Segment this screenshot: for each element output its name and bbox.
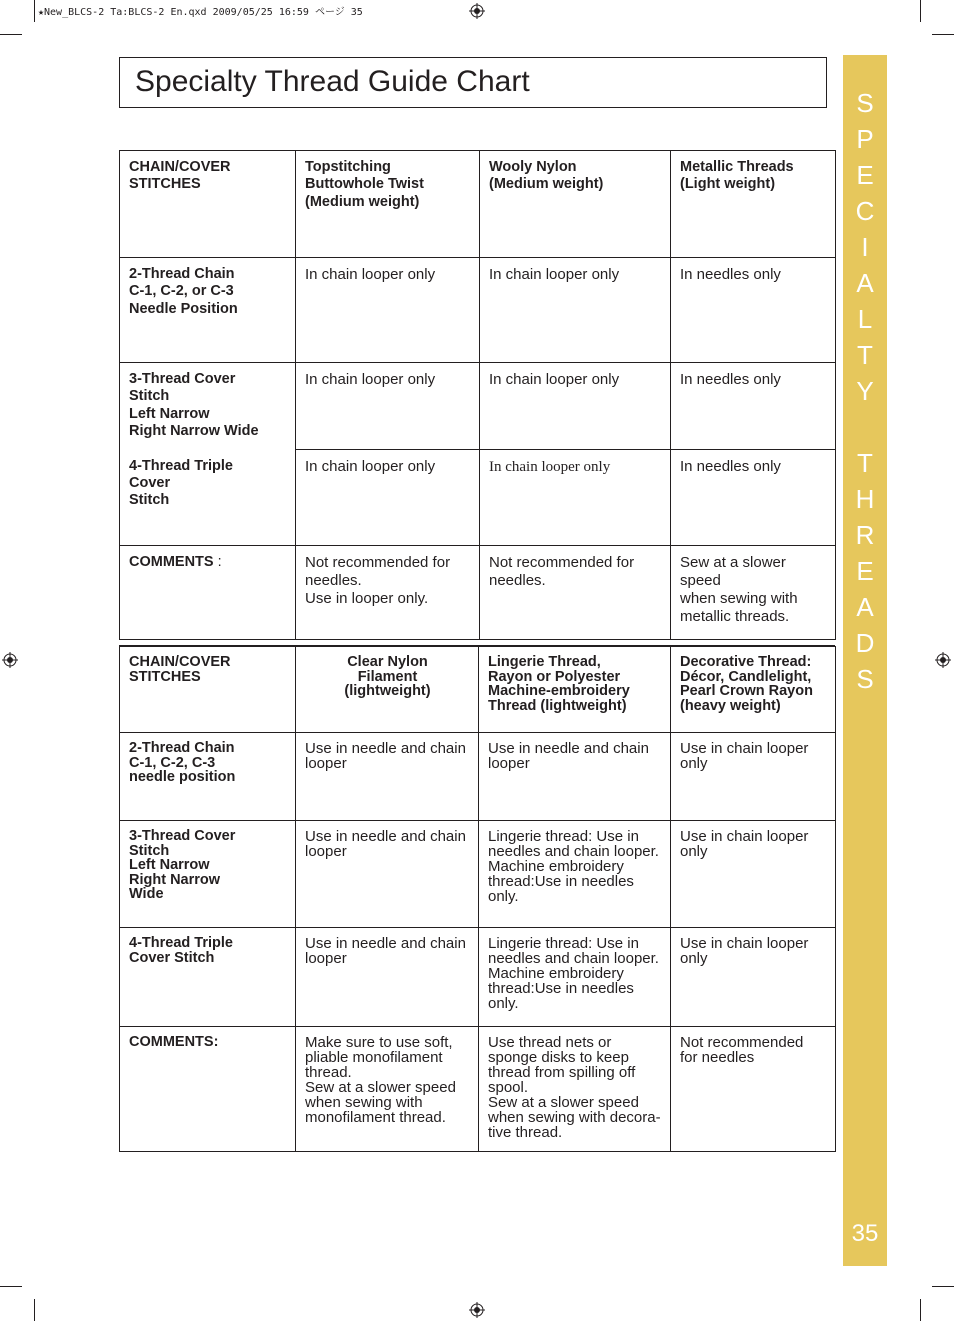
table-cell: In needles only xyxy=(671,450,836,546)
page-number: 35 xyxy=(851,1220,879,1247)
comments-colon: : xyxy=(213,554,222,570)
crop-mark xyxy=(0,34,22,35)
side-tab-letter: H xyxy=(855,484,875,514)
header-cell: Metallic Threads (Light weight) xyxy=(671,151,836,258)
registration-mark-icon xyxy=(469,3,485,19)
comment-cell: Sew at a slower speed when sewing with metallic threads. xyxy=(671,546,836,640)
row-label: 4-Thread Triple Cover Stitch xyxy=(120,450,296,546)
table-cell: In chain looper only xyxy=(480,450,671,546)
table-row xyxy=(120,733,836,821)
side-tab-letter: S xyxy=(856,664,874,694)
table-cell: Use in chain looper only xyxy=(671,821,836,928)
table-cell: Use in chain looper only xyxy=(671,928,836,1027)
registration-mark-icon xyxy=(2,652,18,668)
crop-mark xyxy=(920,1299,921,1321)
side-tab-letter: I xyxy=(861,232,869,262)
table-cell: In needles only xyxy=(671,258,836,363)
header-cell: CHAIN/COVER STITCHES xyxy=(120,647,296,733)
side-tab-letter: P xyxy=(856,124,874,154)
side-tab-letter: E xyxy=(856,556,874,586)
table-cell: In chain looper only xyxy=(480,258,671,363)
table-cell: In chain looper only xyxy=(296,258,480,363)
side-tab-letter: C xyxy=(855,196,875,226)
table-cell: Lingerie thread: Use in needles and chain looper. Machine embroidery thread:Use in needles only. xyxy=(479,928,671,1027)
table-row xyxy=(120,928,836,1027)
thread-guide-table-1 xyxy=(119,150,836,640)
side-tab-letter: A xyxy=(856,592,874,622)
header-cell: Clear Nylon Filament (lightweight) xyxy=(296,647,479,733)
crop-mark xyxy=(932,1286,954,1287)
title-box xyxy=(119,57,827,108)
table-row xyxy=(120,258,836,363)
side-tab-letter: L xyxy=(857,304,873,334)
table-cell: Use in needle and chain looper xyxy=(479,733,671,821)
comments-row xyxy=(120,1027,836,1152)
side-tab-letter: E xyxy=(856,160,874,190)
thread-guide-table-2 xyxy=(119,646,836,1152)
crop-mark xyxy=(34,1299,35,1321)
table-row xyxy=(120,821,836,928)
table-row xyxy=(120,363,836,450)
comment-cell: Use thread nets or sponge disks to keep thread from spilling off spool. Sew at a slower speed when sewing with decora- tive thread. xyxy=(479,1027,671,1152)
side-tab-letter: T xyxy=(857,340,873,370)
table-cell: Use in needle and chain looper xyxy=(296,821,479,928)
comments-label-cell xyxy=(120,546,296,640)
comment-cell: Not recommended for needles. Use in looper only. xyxy=(296,546,480,640)
side-tab-letter: S xyxy=(856,88,874,118)
side-tab-letter: Y xyxy=(856,376,874,406)
page-title: Specialty Thread Guide Chart xyxy=(135,65,530,98)
row-label: 2-Thread Chain C-1, C-2, or C-3 Needle Position xyxy=(120,258,296,363)
crop-mark xyxy=(0,1286,22,1287)
side-tab-letter: R xyxy=(855,520,875,550)
row-label: 4-Thread Triple Cover Stitch xyxy=(120,928,296,1027)
table-cell: Use in needle and chain looper xyxy=(296,928,479,1027)
header-cell: CHAIN/COVER STITCHES xyxy=(120,151,296,258)
registration-mark-icon xyxy=(935,652,951,668)
table-cell: In chain looper only xyxy=(296,450,480,546)
table-cell: Lingerie thread: Use in needles and chain looper. Machine embroidery thread:Use in needles only. xyxy=(479,821,671,928)
crop-mark xyxy=(34,0,35,22)
crop-mark xyxy=(920,0,921,22)
side-tab-letter: T xyxy=(857,448,873,478)
row-label: 3-Thread Cover Stitch Left Narrow Right Narrow Wide xyxy=(120,363,296,450)
comment-cell: Make sure to use soft, pliable monofilament thread. Sew at a slower speed when sewing with monofilament thread. xyxy=(296,1027,479,1152)
row-label: 3-Thread Cover Stitch Left Narrow Right Narrow Wide xyxy=(120,821,296,928)
header-cell: Wooly Nylon (Medium weight) xyxy=(480,151,671,258)
side-tab-letter: A xyxy=(856,268,874,298)
comments-label: COMMENTS xyxy=(129,554,214,570)
table-cell: In needles only xyxy=(671,363,836,450)
header-cell: Lingerie Thread, Rayon or Polyester Machine-embroidery Thread (lightweight) xyxy=(479,647,671,733)
row-label: 2-Thread Chain C-1, C-2, C-3 needle position xyxy=(120,733,296,821)
comment-cell: Not recommended for needles xyxy=(671,1027,836,1152)
table-cell: Use in chain looper only xyxy=(671,733,836,821)
header-cell: Decorative Thread: Décor, Candlelight, Pearl Crown Rayon (heavy weight) xyxy=(671,647,836,733)
comments-row xyxy=(120,546,836,640)
side-tab-letters xyxy=(843,85,887,697)
table-cell: In chain looper only xyxy=(296,363,480,450)
table-header-row xyxy=(120,151,836,258)
table-row xyxy=(120,450,836,546)
side-tab-letter: D xyxy=(855,628,875,658)
section-side-tab xyxy=(843,55,887,1266)
crop-mark xyxy=(932,34,954,35)
comment-cell: Not recommended for needles. xyxy=(480,546,671,640)
header-cell: Topstitching Buttowhole Twist (Medium weight) xyxy=(296,151,480,258)
table-cell: In chain looper only xyxy=(480,363,671,450)
print-slug: ★New_BLCS-2 Ta:BLCS-2 En.qxd 2009/05/25 16:59 ページ 35 xyxy=(38,7,363,18)
comments-label: COMMENTS: xyxy=(120,1027,296,1152)
table-cell: Use in needle and chain looper xyxy=(296,733,479,821)
registration-mark-icon xyxy=(469,1302,485,1318)
table-header-row xyxy=(120,647,836,733)
